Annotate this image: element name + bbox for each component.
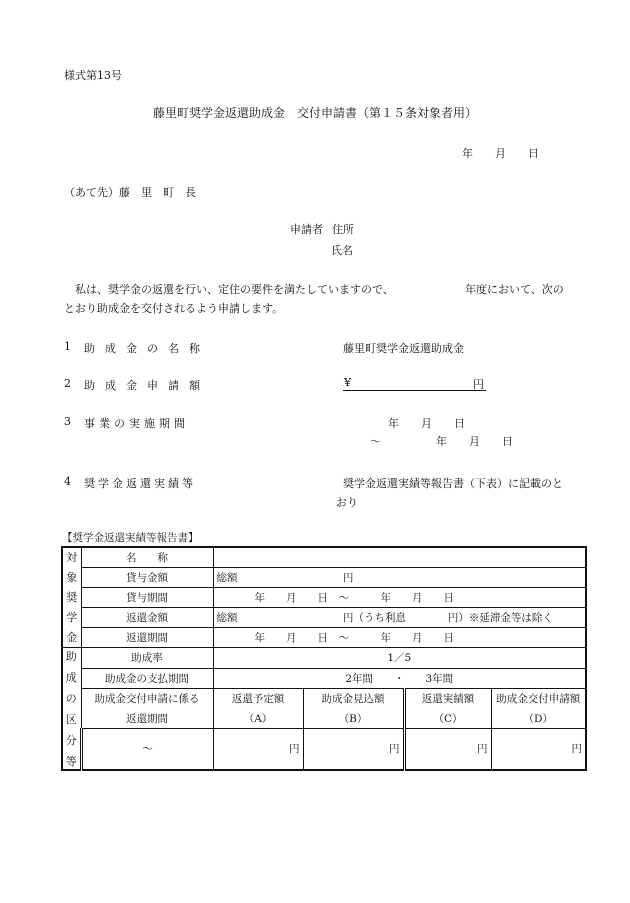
col-header-period-sub: 返還期間 — [81, 709, 213, 729]
item-number: 3 — [64, 415, 71, 428]
col-header-expected-sub: （B） — [303, 709, 404, 729]
repay-period-label: 返還期間 — [81, 627, 213, 647]
item-value: 藤里町奨学金返還助成金 — [343, 342, 464, 355]
applicant-label: 申請者 — [290, 223, 323, 236]
item-label: 事業の実施期間 — [84, 417, 189, 430]
col-header-actual-sub: （C） — [404, 709, 491, 729]
applicant-address-label: 住所 — [332, 223, 354, 236]
item-value-line2: おり — [336, 496, 358, 509]
table-row — [62, 547, 586, 567]
rate-label: 助成率 — [81, 647, 213, 668]
item-label: 助成金申請額 — [84, 379, 210, 392]
period-input[interactable]: ～ — [81, 729, 213, 770]
table-row — [62, 709, 586, 729]
item-label: 奨学金返還実績等 — [84, 477, 196, 490]
table-row — [62, 729, 586, 770]
col-header-planned: 返還予定額 — [213, 688, 303, 708]
report-caption: 【奨学金返還実績等報告書】 — [62, 532, 199, 544]
addressee: （あて先）藤 里 町 長 — [64, 186, 196, 199]
table-row — [62, 688, 586, 708]
table-row — [62, 668, 586, 688]
expected-amount-input[interactable]: 円 — [303, 729, 404, 770]
date-line: 年 月 日 — [462, 147, 539, 160]
col-header-period: 助成金交付申請に係る — [81, 688, 213, 708]
table-row — [62, 567, 586, 587]
name-label: 名 称 — [81, 547, 213, 567]
col-header-request-sub: （D） — [491, 709, 586, 729]
document-title: 藤里町奨学金返還助成金 交付申請書（第１５条対象者用） — [152, 106, 477, 120]
loan-amount-field[interactable]: 総額 円 — [213, 567, 586, 587]
applicant-name-label: 氏名 — [331, 244, 353, 257]
repay-amount-field[interactable]: 総額 円（うち利息 円）※延滞金等は除く — [213, 607, 586, 627]
period-from: 年 月 日 — [388, 417, 465, 430]
table-row — [62, 647, 586, 668]
period-tilde: ～ — [370, 435, 381, 448]
pay-period-options[interactable]: 2年間 ・ 3年間 — [213, 668, 586, 688]
table-row — [62, 607, 586, 627]
form-number: 様式第13号 — [64, 69, 122, 82]
item-number: 2 — [64, 377, 71, 390]
pay-period-label: 助成金の支払期間 — [81, 668, 213, 688]
repay-period-field[interactable]: 年 月 日 ～ 年 月 日 — [213, 627, 586, 647]
loan-period-label: 貸与期間 — [81, 587, 213, 607]
report-table — [61, 546, 587, 771]
amount-field[interactable] — [343, 375, 486, 391]
col-header-actual: 返還実績額 — [404, 688, 491, 708]
table-row — [62, 587, 586, 607]
name-field[interactable] — [213, 547, 586, 567]
col-header-request: 助成金交付申請額 — [491, 688, 586, 708]
yen-sign: ¥ — [344, 376, 351, 389]
actual-amount-input[interactable]: 円 — [404, 729, 491, 770]
repay-amount-label: 返還金額 — [81, 607, 213, 627]
col-header-planned-sub: （A） — [213, 709, 303, 729]
subsidy-category-label: 助 成 の 区 分 等 — [62, 647, 81, 770]
item-number: 4 — [64, 475, 71, 488]
rate-value: 1／5 — [213, 647, 586, 668]
target-scholarship-label: 対 象 奨 学 金 — [62, 547, 81, 647]
col-header-expected: 助成金見込額 — [303, 688, 404, 708]
period-to: 年 月 日 — [436, 435, 513, 448]
loan-amount-label: 貸与金額 — [81, 567, 213, 587]
table-row — [62, 627, 586, 647]
loan-period-field[interactable]: 年 月 日 ～ 年 月 日 — [213, 587, 586, 607]
item-label: 助成金の名称 — [84, 342, 210, 355]
item-value-line1: 奨学金返還実績等報告書（下表）に記載のと — [343, 477, 563, 490]
item-number: 1 — [64, 340, 71, 353]
body-text-line1b: 年度において、次の — [465, 283, 564, 296]
body-text-line1a: 私は、奨学金の返還を行い、定住の要件を満たしていますので、 — [75, 283, 394, 296]
body-text-line2: とおり助成金を交付されるよう申請します。 — [64, 302, 284, 315]
planned-amount-input[interactable]: 円 — [213, 729, 303, 770]
request-amount-input[interactable]: 円 — [491, 729, 586, 770]
yen-unit: 円 — [473, 378, 484, 391]
